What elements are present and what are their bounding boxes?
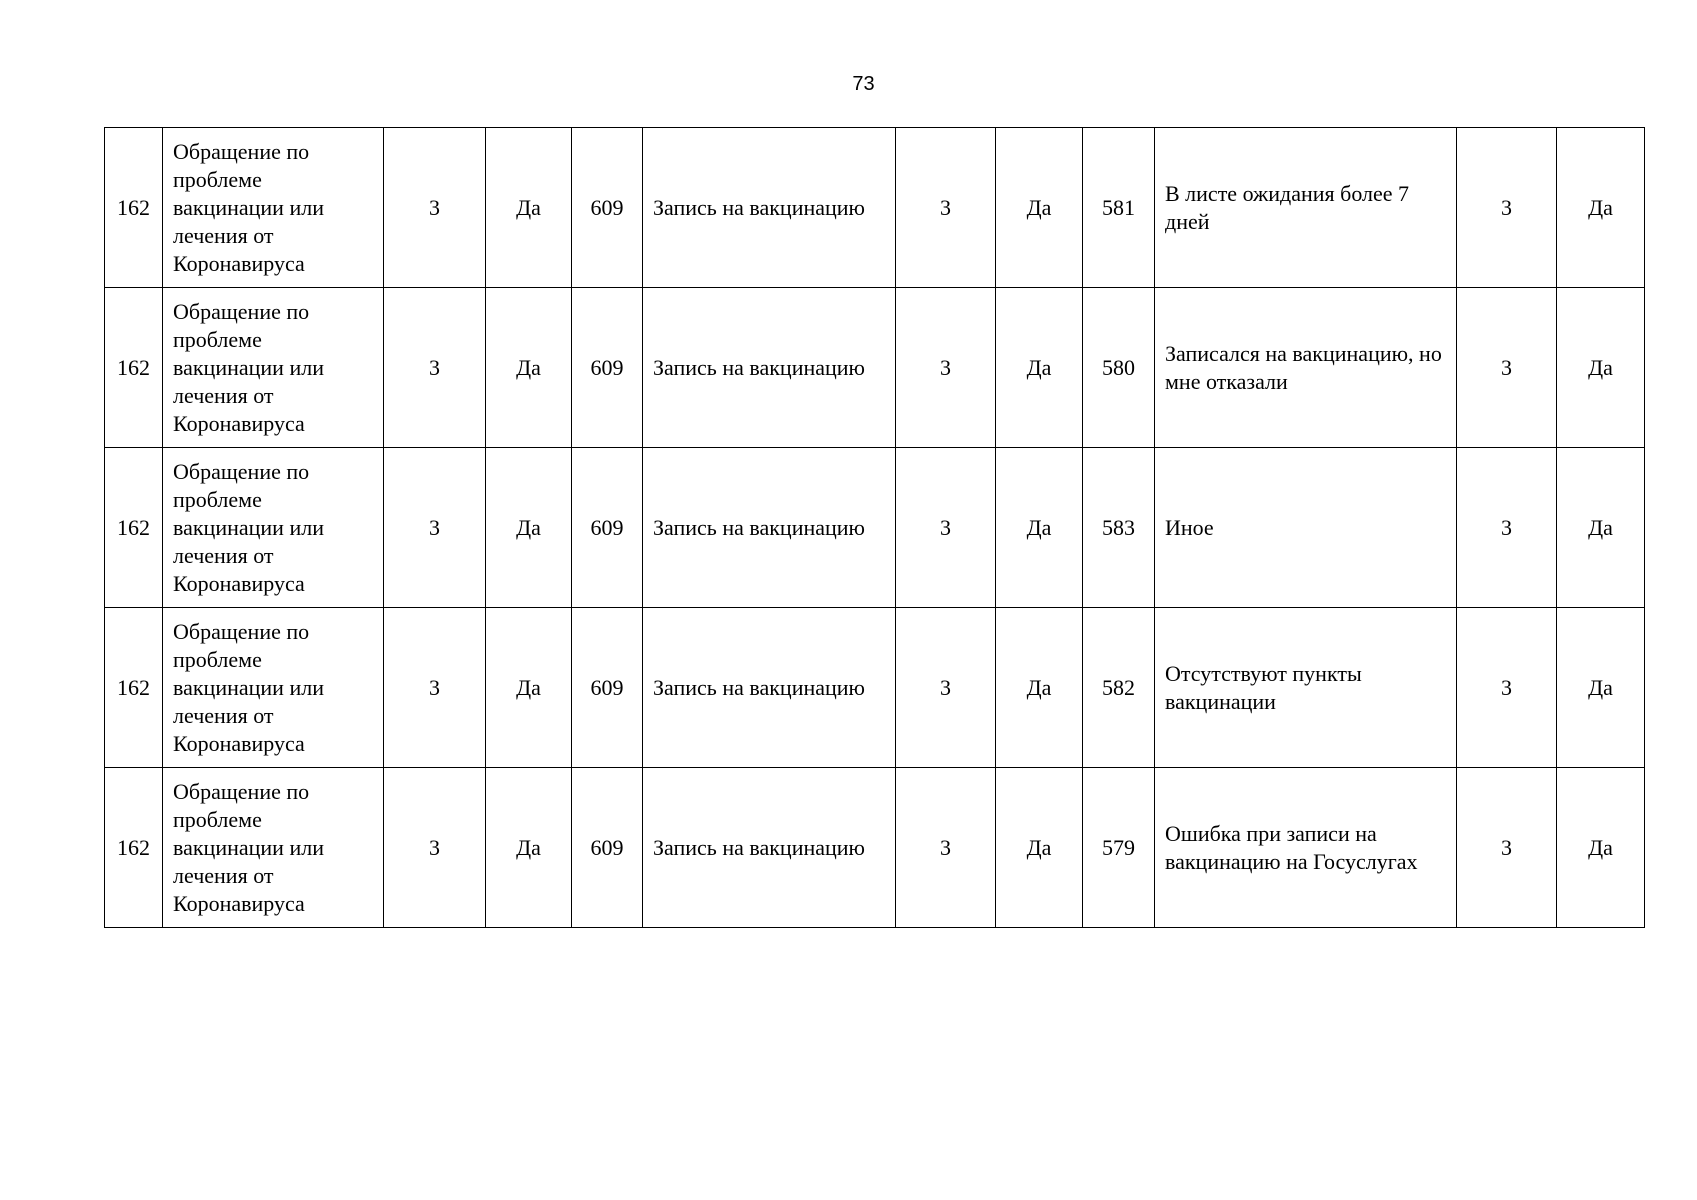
- theme-level-cell: 3: [384, 128, 486, 288]
- subtheme-level-cell: 3: [896, 608, 996, 768]
- theme-cell: Обращение по проблеме вакцинации или лечения от Коронавируса: [163, 448, 384, 608]
- theme-flag-cell: Да: [486, 288, 572, 448]
- subtheme-cell: Запись на вакцинацию: [643, 288, 896, 448]
- subtheme-level-cell: 3: [896, 128, 996, 288]
- fact-id-cell: 583: [1083, 448, 1155, 608]
- subtheme-flag-cell: Да: [996, 768, 1083, 928]
- classifier-table: [104, 127, 1645, 928]
- table-row: [105, 608, 1645, 768]
- theme-id-cell: 162: [105, 448, 163, 608]
- table-row: [105, 128, 1645, 288]
- theme-cell: Обращение по проблеме вакцинации или лечения от Коронавируса: [163, 128, 384, 288]
- subtheme-cell: Запись на вакцинацию: [643, 128, 896, 288]
- theme-id-cell: 162: [105, 608, 163, 768]
- theme-flag-cell: Да: [486, 608, 572, 768]
- subtheme-id-cell: 609: [572, 608, 643, 768]
- table-row: [105, 768, 1645, 928]
- subtheme-flag-cell: Да: [996, 448, 1083, 608]
- fact-id-cell: 582: [1083, 608, 1155, 768]
- table-row: [105, 448, 1645, 608]
- theme-level-cell: 3: [384, 608, 486, 768]
- theme-id-cell: 162: [105, 128, 163, 288]
- subtheme-level-cell: 3: [896, 448, 996, 608]
- subtheme-cell: Запись на вакцинацию: [643, 608, 896, 768]
- theme-id-cell: 162: [105, 768, 163, 928]
- fact-flag-cell: Да: [1557, 448, 1645, 608]
- subtheme-level-cell: 3: [896, 768, 996, 928]
- fact-flag-cell: Да: [1557, 288, 1645, 448]
- theme-flag-cell: Да: [486, 768, 572, 928]
- fact-flag-cell: Да: [1557, 128, 1645, 288]
- subtheme-id-cell: 609: [572, 448, 643, 608]
- subtheme-cell: Запись на вакцинацию: [643, 768, 896, 928]
- fact-id-cell: 580: [1083, 288, 1155, 448]
- theme-level-cell: 3: [384, 768, 486, 928]
- fact-cell: Записался на вакцинацию, но мне отказали: [1155, 288, 1457, 448]
- fact-cell: Ошибка при записи на вакцинацию на Госуслугах: [1155, 768, 1457, 928]
- theme-level-cell: 3: [384, 288, 486, 448]
- subtheme-flag-cell: Да: [996, 608, 1083, 768]
- fact-cell: В листе ожидания более 7 дней: [1155, 128, 1457, 288]
- theme-flag-cell: Да: [486, 128, 572, 288]
- fact-level-cell: 3: [1457, 768, 1557, 928]
- fact-id-cell: 581: [1083, 128, 1155, 288]
- subtheme-id-cell: 609: [572, 768, 643, 928]
- theme-id-cell: 162: [105, 288, 163, 448]
- fact-level-cell: 3: [1457, 128, 1557, 288]
- subtheme-id-cell: 609: [572, 288, 643, 448]
- fact-flag-cell: Да: [1557, 768, 1645, 928]
- fact-level-cell: 3: [1457, 448, 1557, 608]
- subtheme-cell: Запись на вакцинацию: [643, 448, 896, 608]
- theme-level-cell: 3: [384, 448, 486, 608]
- fact-level-cell: 3: [1457, 608, 1557, 768]
- fact-id-cell: 579: [1083, 768, 1155, 928]
- fact-flag-cell: Да: [1557, 608, 1645, 768]
- subtheme-level-cell: 3: [896, 288, 996, 448]
- page-number: 73: [852, 73, 875, 95]
- table-row: [105, 288, 1645, 448]
- subtheme-flag-cell: Да: [996, 128, 1083, 288]
- theme-cell: Обращение по проблеме вакцинации или лечения от Коронавируса: [163, 608, 384, 768]
- theme-cell: Обращение по проблеме вакцинации или лечения от Коронавируса: [163, 288, 384, 448]
- fact-cell: Отсутствуют пункты вакцинации: [1155, 608, 1457, 768]
- fact-level-cell: 3: [1457, 288, 1557, 448]
- fact-cell: Иное: [1155, 448, 1457, 608]
- subtheme-flag-cell: Да: [996, 288, 1083, 448]
- theme-flag-cell: Да: [486, 448, 572, 608]
- theme-cell: Обращение по проблеме вакцинации или лечения от Коронавируса: [163, 768, 384, 928]
- subtheme-id-cell: 609: [572, 128, 643, 288]
